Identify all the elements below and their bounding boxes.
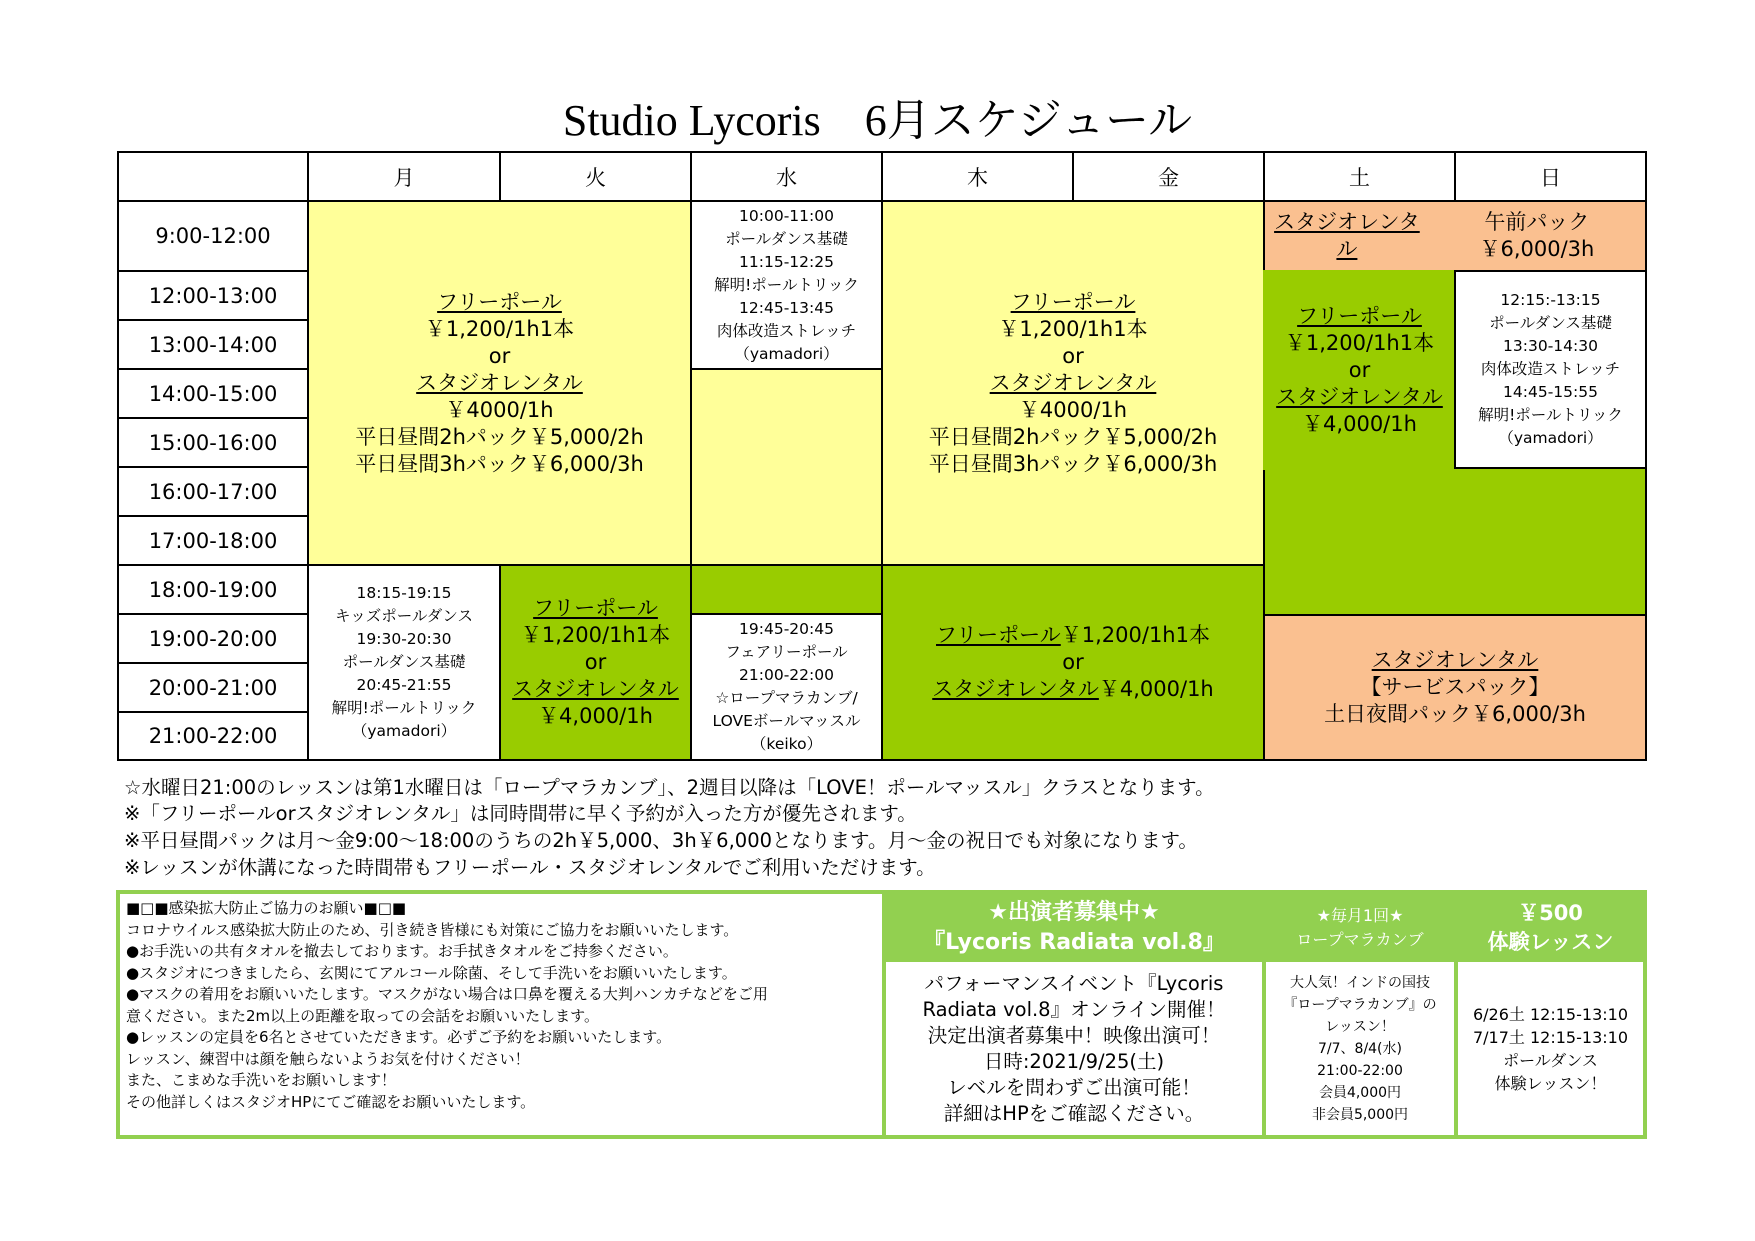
note-line: ※レッスンが休講になった時間帯もフリーポール・スタジオレンタルでご利用いただけます。 [124, 856, 936, 879]
free-pole-link[interactable]: フリーポール [437, 289, 562, 314]
sat-daytime-cell: フリーポール ￥1,200/1h1本 or スタジオレンタル ￥4,000/1h [1263, 270, 1456, 470]
thu-fri-evening-cell: フリーポール￥1,200/1h1本 or スタジオレンタル￥4,000/1h [881, 564, 1265, 761]
time-slot: 18:00-19:00 [117, 564, 309, 615]
trial-header: ￥500 体験レッスン [1458, 894, 1643, 962]
page-title: Studio Lycoris 6月スケジュール [562, 96, 1193, 145]
free-pole-link[interactable]: フリーポール [936, 623, 1061, 647]
thu-fri-daytime-cell: フリーポール ￥1,200/1h1本 or スタジオレンタル ￥4000/1h 平日昼間2hパック￥5,000/2h 平日昼間3hパック￥6,000/3h [881, 200, 1265, 566]
day-header-mon: 月 [307, 151, 501, 202]
studio-rental-link[interactable]: スタジオレンタル [1274, 210, 1420, 261]
studio-rental-link[interactable]: スタジオレンタル [932, 677, 1099, 701]
weekend-evening-cell: スタジオレンタル 【サービスパック】 土日夜間パック￥6,000/3h [1263, 614, 1647, 761]
day-header-fri: 金 [1072, 151, 1265, 202]
time-slot: 17:00-18:00 [117, 515, 309, 566]
day-header-sun: 日 [1454, 151, 1647, 202]
time-slot: 21:00-22:00 [117, 711, 309, 761]
covid-title: ■□■感染拡大防止ご協力のお願い■□■ [126, 899, 407, 917]
studio-rental-link[interactable]: スタジオレンタル [1371, 648, 1539, 672]
free-pole-link[interactable]: フリーポール [1010, 289, 1136, 314]
time-slot: 13:00-14:00 [117, 319, 309, 370]
note-line: ※「フリーポールorスタジオレンタル」は同時間帯に早く予約が入った方が優先されます。 [124, 802, 917, 825]
performer-header: ★出演者募集中★ 『Lycoris Radiata vol.8』 [886, 894, 1262, 962]
free-pole-link[interactable]: フリーポール [533, 596, 658, 620]
studio-rental-link[interactable]: スタジオレンタル [512, 677, 679, 701]
wed-lesson-cell: 10:00-11:00 ポールダンス基礎 11:15-12:25 解明!ポールトリック 12:45-13:45 肉体改造ストレッチ （yamadori） [690, 200, 883, 370]
rope-body: 大人気！インドの国技 『ロープマラカンブ』の レッスン！ 7/7、8/4(水) 21:00-22:00 会員4,000円 非会員5,000円 [1283, 974, 1437, 1123]
corner-cell [117, 151, 309, 202]
studio-rental-link[interactable]: スタジオレンタル [416, 370, 583, 395]
studio-rental-link[interactable]: スタジオレンタル [989, 370, 1157, 395]
sun-lesson-cell: 12:15:-13:15 ポールダンス基礎 13:30-14:30 肉体改造ストレッチ 14:45-15:55 解明!ポールトリック （yamadori） [1454, 270, 1647, 469]
time-slot: 16:00-17:00 [117, 466, 309, 517]
mon-tue-daytime-cell: フリーポール ￥1,200/1h1本 or スタジオレンタル ￥4000/1h 平日昼間2hパック￥5,000/2h 平日昼間3hパック￥6,000/3h [307, 200, 692, 566]
note-line: ☆水曜日21:00のレッスンは第1水曜日は「ロープマラカンブ」、2週目以降は「LOVE！ポールマッスル」クラスとなります。 [124, 776, 1215, 799]
rope-header: ★毎月1回★ ロープマラカンブ [1266, 894, 1454, 962]
note-line: ※平日昼間パックは月～金9:00～18:00のうちの2h￥5,000、3h￥6,000となります。月～金の祝日でも対象になります。 [124, 829, 1198, 852]
time-slot: 15:00-16:00 [117, 417, 309, 468]
weekend-morning-cell: スタジオレンタル 午前パック￥6,000/3h [1263, 200, 1647, 272]
wed-evening-cell: 19:45-20:45 フェアリーポール 21:00-22:00 ☆ロープマラカンブ/ LOVEボールマッスル （keiko） [690, 613, 883, 761]
day-header-wed: 水 [690, 151, 883, 202]
time-slot: 9:00-12:00 [117, 200, 309, 272]
mon-evening-cell: 18:15-19:15 キッズポールダンス 19:30-20:30 ポールダンス基礎 20:45-21:55 解明!ポールトリック （yamadori） [307, 564, 501, 761]
day-header-sat: 土 [1263, 151, 1456, 202]
rope-mallakhamb-box [1262, 890, 1458, 1139]
performer-body: パフォーマンスイベント『Lycoris Radiata vol.8』オンライン開催！ 決定出演者募集中！映像出演可！ 日時:2021/9/25(土) レベルを問わずご出演可能！ 詳細はHPをご確認ください。 [922, 971, 1226, 1125]
covid-notice-box: ■□■感染拡大防止ご協力のお願い■□■ コロナウイルス感染拡大防止のため、引き続き皆様にも対策にご協力をお願いいたします。 ●お手洗いの共有タオルを撤去しております。お手拭きタオルをご持参ください。 ●スタジオにつきましたら、玄関にてアルコール除菌、そして手洗いをお願いいたします。 ●マスクの着用をお願いいたします。マスクがない場合は口鼻を覆える大判ハンカチなどをご用 意ください。また2m以上の距離を取っての会話をお願いいたします。 ●レッスンの定員を6名とさせていただきます。必ずご予約をお願いいたします。 レッスン、練習中は顔を触らないようお気を付けください！ また、こまめな手洗いをお願いします！ その他詳しくはスタジオHPにてご確認をお願いいたします。 [116, 890, 886, 1139]
free-pole-link[interactable]: フリーポール [1297, 303, 1422, 328]
trial-body: 6/26土 12:15-13:10 7/17土 12:15-13:10 ポールダンス 体験レッスン！ [1472, 1004, 1628, 1093]
time-slot: 19:00-20:00 [117, 613, 309, 664]
studio-rental-link[interactable]: スタジオレンタル [1276, 384, 1443, 409]
time-slot: 14:00-15:00 [117, 368, 309, 419]
trial-lesson-box [1454, 890, 1647, 1139]
performer-recruit-box [882, 890, 1266, 1139]
day-header-tue: 火 [499, 151, 692, 202]
time-slot: 12:00-13:00 [117, 270, 309, 321]
tue-evening-cell: フリーポール ￥1,200/1h1本 or スタジオレンタル ￥4,000/1h [499, 564, 692, 761]
day-header-thu: 木 [881, 151, 1074, 202]
time-slot: 20:00-21:00 [117, 662, 309, 713]
